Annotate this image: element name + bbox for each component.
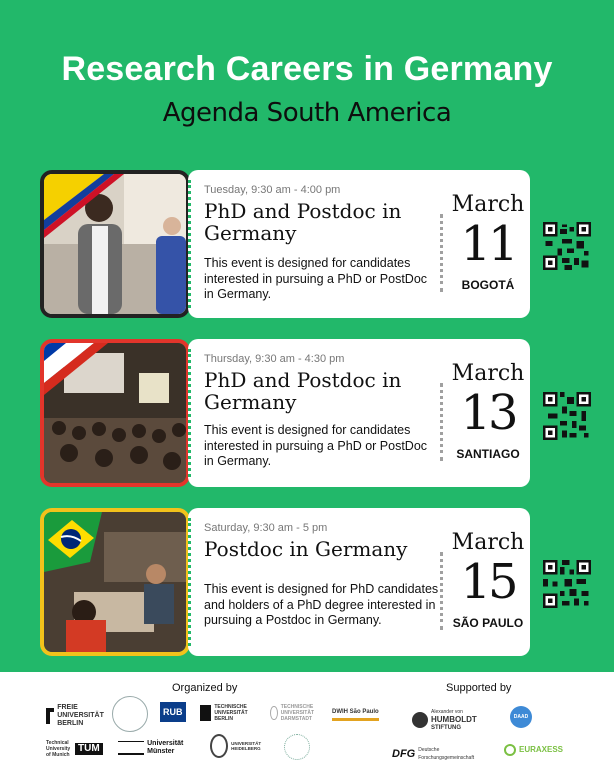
event-ticket xyxy=(188,339,530,487)
euraxess-logo: EURAXESS xyxy=(504,744,563,756)
fu-berlin-icon xyxy=(46,708,54,724)
event-day: 13 xyxy=(460,385,516,441)
qr-code-sao-paulo[interactable] xyxy=(543,560,591,608)
qr-code-santiago[interactable] xyxy=(543,392,591,440)
page-subtitle: Agenda South America xyxy=(162,98,452,128)
heidelberg-logo: UNIVERSITÄT HEIDELBERG xyxy=(210,734,274,758)
seal-icon xyxy=(284,734,310,760)
event-card-santiago[interactable] xyxy=(40,339,530,487)
event-month: March xyxy=(451,530,525,555)
tu-berlin-logo: TECHNISCHE UNIVERSITÄT BERLIN xyxy=(200,704,264,722)
event-card-sao-paulo[interactable] xyxy=(40,508,530,656)
rub-logo: RUB xyxy=(160,702,186,722)
crest-icon xyxy=(112,696,148,732)
event-month: March xyxy=(451,361,525,386)
event-month: March xyxy=(451,192,525,217)
event-day: 11 xyxy=(460,216,516,272)
heidelberg-seal-icon xyxy=(210,734,228,758)
tu-darmstadt-icon xyxy=(270,706,278,720)
page-title: Research Careers in Germany xyxy=(61,50,553,88)
event-description: This event is designed for candidates interested in pursuing a PhD or PostDoc in Germany. xyxy=(204,256,428,301)
event-ticket xyxy=(188,508,530,656)
event-ticket xyxy=(188,170,530,318)
event-city: SANTIAGO xyxy=(456,447,520,461)
event-title: PhD and Postdoc in Germany xyxy=(204,199,402,245)
event-photo xyxy=(40,339,190,487)
dwih-logo: DWIH São Paulo xyxy=(332,708,379,721)
qr-code-bogota[interactable] xyxy=(543,222,591,270)
event-day: 15 xyxy=(460,554,516,610)
tum-logo: Technical University of Munich TUM xyxy=(46,740,103,758)
euraxess-icon xyxy=(504,744,516,756)
event-title: PhD and Postdoc in Germany xyxy=(204,368,402,414)
fu-berlin-logo: FREIE UNIVERSITÄT BERLIN xyxy=(46,704,108,728)
muenster-icon xyxy=(118,741,144,755)
muenster-logo: Universität Münster xyxy=(118,740,204,756)
organized-by-label: Organized by xyxy=(172,682,238,694)
event-time: Saturday, 9:30 am - 5 pm xyxy=(204,522,328,534)
daad-logo: DAAD xyxy=(510,706,532,728)
crest-logo xyxy=(112,696,148,732)
seal-logo xyxy=(284,734,310,760)
humboldt-icon xyxy=(412,712,428,728)
sponsors-footer xyxy=(0,672,614,768)
event-city: BOGOTÁ xyxy=(461,278,515,292)
tu-berlin-icon xyxy=(200,705,211,721)
event-title: Postdoc in Germany xyxy=(204,537,408,561)
supported-by-label: Supported by xyxy=(446,682,512,694)
event-time: Tuesday, 9:30 am - 4:00 pm xyxy=(204,184,341,196)
event-photo xyxy=(40,508,190,656)
humboldt-logo: Alexander von HUMBOLDT STIFTUNG xyxy=(412,708,477,732)
event-description: This event is designed for PhD candidates and holders of a PhD degree interested in pursuing a Postdoc in Germany. xyxy=(204,582,439,627)
event-description: This event is designed for candidates interested in pursuing a PhD or PostDoc in Germany. xyxy=(204,423,428,468)
event-photo xyxy=(40,170,190,318)
dfg-logo: DFG Deutsche Forschungsgemeinschaft xyxy=(392,747,475,761)
tu-darmstadt-logo: TECHNISCHE UNIVERSITÄT DARMSTADT xyxy=(270,704,328,722)
event-time: Thursday, 9:30 am - 4:30 pm xyxy=(204,353,345,365)
event-card-bogota[interactable] xyxy=(40,170,530,318)
event-city: SÃO PAULO xyxy=(452,616,524,630)
